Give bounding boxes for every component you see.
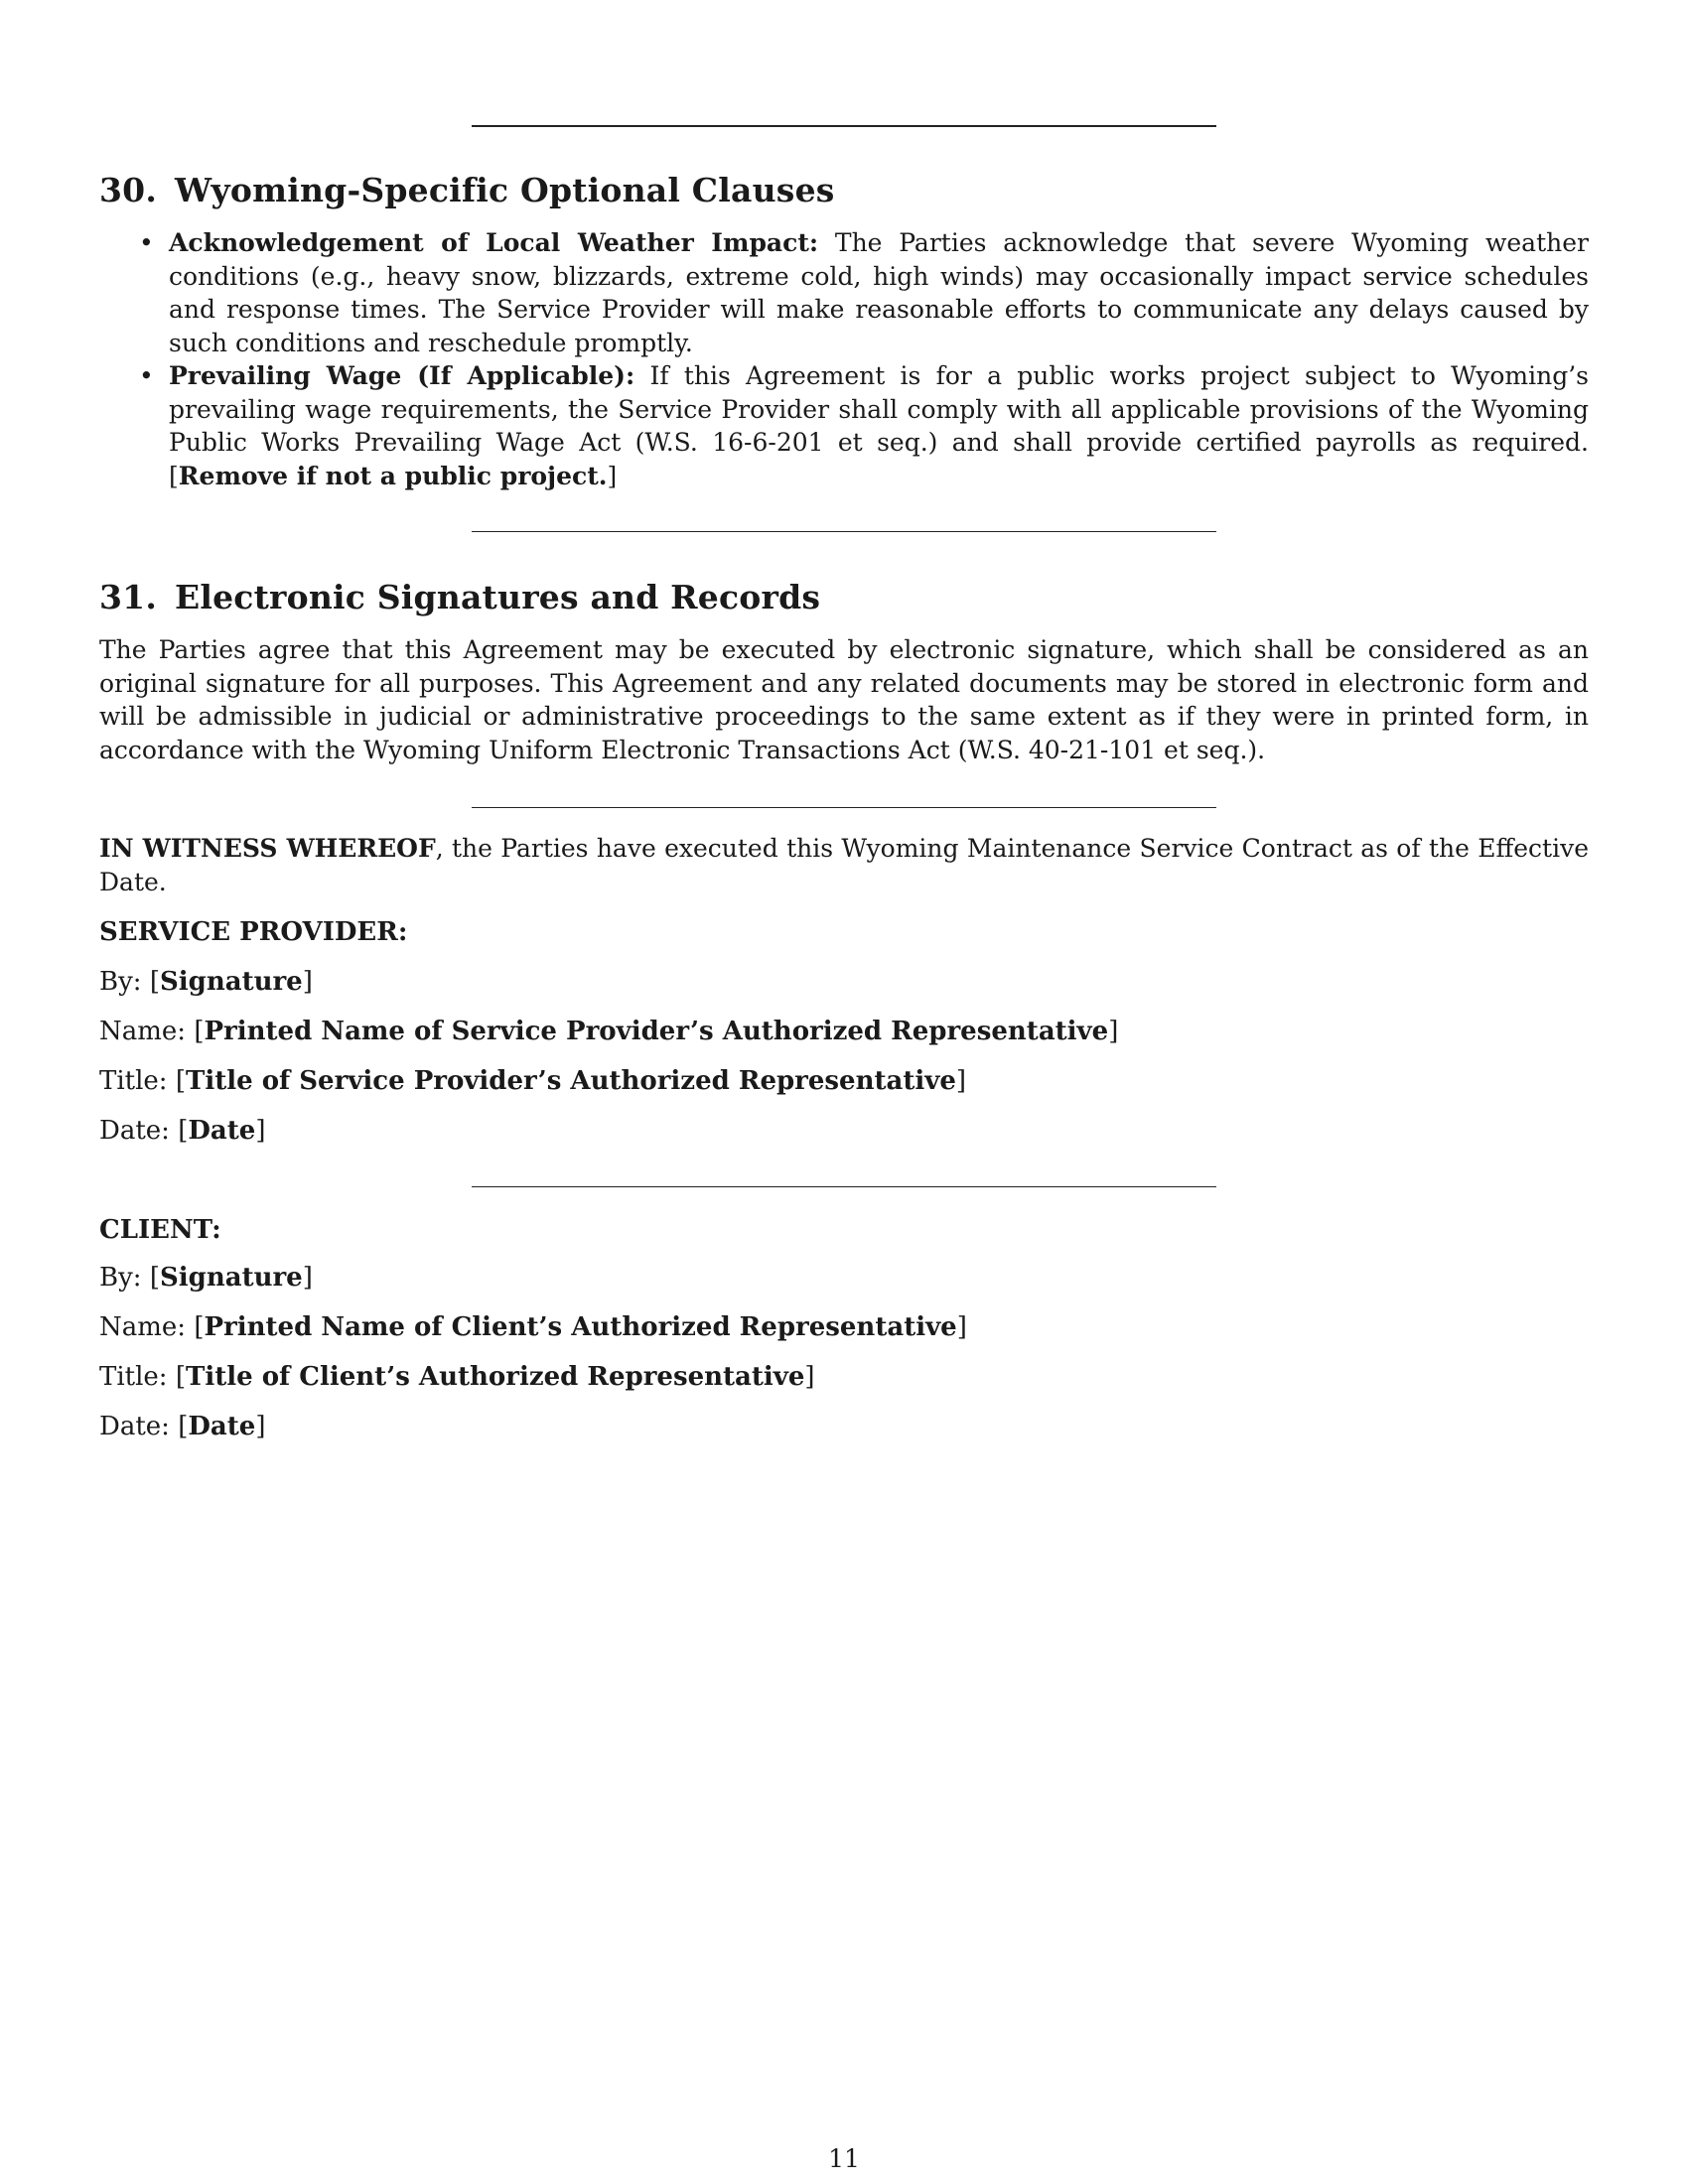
section-number: 30. xyxy=(99,171,158,209)
field-label: Date: xyxy=(99,1412,170,1441)
clause-term: Acknowledgement of Local Weather Impact: xyxy=(169,228,819,257)
client-name-line: Name: [Printed Name of Client’s Authorized Representative] xyxy=(99,1312,967,1342)
client-title-line: Title: [Title of Client’s Authorized Representative] xyxy=(99,1362,815,1392)
title-placeholder: Title of Client’s Authorized Representative xyxy=(186,1362,805,1392)
page-number: 11 xyxy=(828,2144,860,2173)
witness-text: , the Parties have executed this Wyoming Maintenance Service Contract as of the Effective Date. xyxy=(99,834,1589,896)
document-page xyxy=(99,0,1589,2184)
field-label: Title: xyxy=(99,1362,168,1392)
field-label: By: xyxy=(99,967,142,997)
date-placeholder: Date xyxy=(188,1116,256,1146)
service-provider-title-line: Title: [Title of Service Provider’s Authorized Representative] xyxy=(99,1066,967,1096)
name-placeholder: Printed Name of Client’s Authorized Representative xyxy=(204,1312,957,1342)
list-item xyxy=(99,226,1589,359)
clause-note-open: [ xyxy=(169,461,179,490)
service-provider-name-line: Name: [Printed Name of Service Provider’s Authorized Representative] xyxy=(99,1017,1119,1046)
field-label: Name: xyxy=(99,1312,187,1342)
section-31-body: The Parties agree that this Agreement may be executed by electronic signature, which shall be considered as an original signature for all purposes. This Agreement and any related documents may be stored in electronic form and will be admissible in judicial or administrative proceedings to the same extent as if they were in printed form, in accordance with the Wyoming Uniform Electronic Transactions Act (W.S. 40-21-101 et seq.). xyxy=(99,635,1589,764)
date-placeholder: Date xyxy=(188,1412,256,1441)
signature-placeholder: Signature xyxy=(159,1263,303,1293)
field-label: By: xyxy=(99,1263,142,1293)
service-provider-date-line: Date: [Date] xyxy=(99,1116,266,1146)
clause-text: The Parties acknowledge that severe Wyoming weather conditions (e.g., heavy snow, blizzards, extreme cold, high winds) may occasionally impact service schedules and response times. The Service Provider will make reasonable efforts to communicate any delays caused by such conditions and reschedule promptly. xyxy=(169,228,1589,357)
service-provider-label: SERVICE PROVIDER: xyxy=(99,917,408,947)
section-title: Wyoming-Specific Optional Clauses xyxy=(175,171,835,209)
horizontal-divider xyxy=(472,1186,1216,1187)
section-number: 31. xyxy=(99,578,158,616)
section-31-heading xyxy=(99,578,820,616)
witness-paragraph xyxy=(99,832,1589,898)
client-label: CLIENT: xyxy=(99,1215,221,1245)
client-date-line: Date: [Date] xyxy=(99,1412,266,1441)
client-signature-line: By: [Signature] xyxy=(99,1263,313,1293)
list-item xyxy=(99,359,1589,492)
clause-text: If this Agreement is for a public works project subject to Wyoming’s prevailing wage requirements, the Service Provider shall comply with all applicable provisions of the Wyoming Public Works Prevailing Wage Act (W.S. 16-6-201 et seq.) and shall provide certified payrolls as required. xyxy=(169,361,1590,457)
service-provider-signature-line: By: [Signature] xyxy=(99,967,313,997)
horizontal-divider xyxy=(472,125,1216,127)
bullet-icon: • xyxy=(139,228,154,257)
section-30-heading xyxy=(99,171,835,209)
clause-note: Remove if not a public project. xyxy=(178,461,608,490)
field-label: Date: xyxy=(99,1116,170,1146)
name-placeholder: Printed Name of Service Provider’s Authorized Representative xyxy=(204,1017,1109,1046)
signature-placeholder: Signature xyxy=(159,967,303,997)
bullet-icon: • xyxy=(139,361,154,390)
clause-term: Prevailing Wage (If Applicable): xyxy=(169,361,635,390)
field-label: Name: xyxy=(99,1017,187,1046)
optional-clauses-list xyxy=(99,226,1589,492)
witness-lead: IN WITNESS WHEREOF xyxy=(99,834,436,863)
horizontal-divider xyxy=(472,807,1216,808)
clause-note-close: ] xyxy=(607,461,618,490)
horizontal-divider xyxy=(472,531,1216,532)
field-label: Title: xyxy=(99,1066,168,1096)
title-placeholder: Title of Service Provider’s Authorized Representative xyxy=(186,1066,956,1096)
section-title: Electronic Signatures and Records xyxy=(175,578,821,616)
